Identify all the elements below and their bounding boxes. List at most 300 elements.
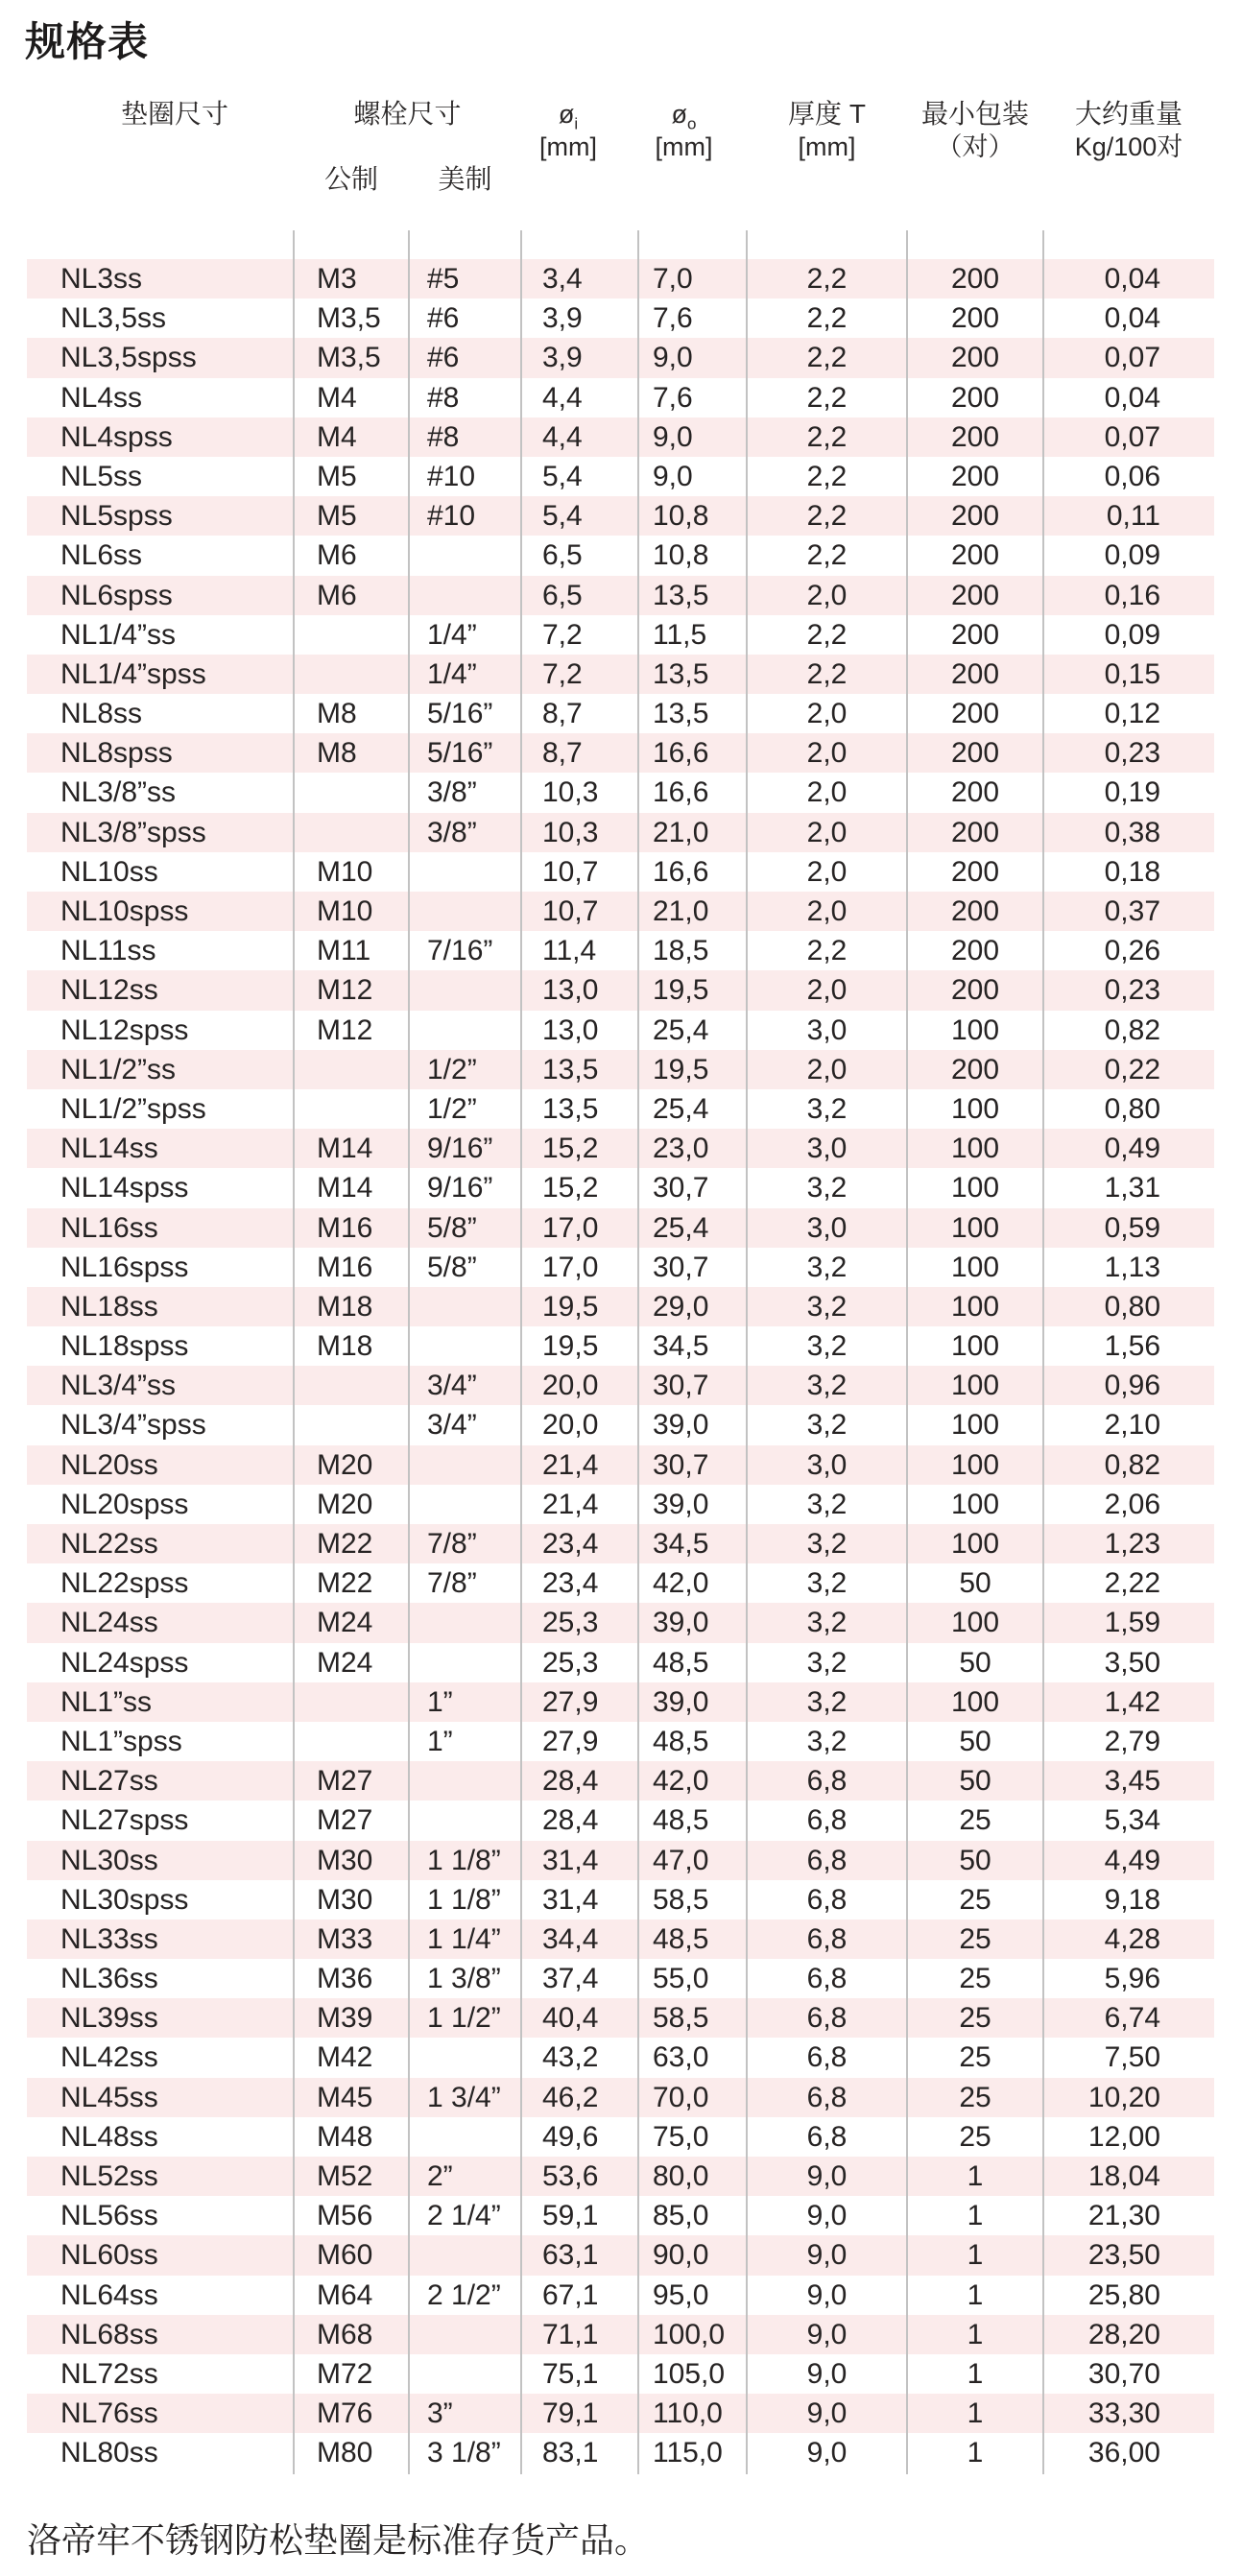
- cell-thickness: 2,2: [806, 539, 848, 572]
- cell-us-bolt-size: 9/16”: [427, 1133, 493, 1165]
- cell-us-bolt-size: 7/8”: [427, 1528, 477, 1560]
- cell-metric-bolt-size: M8: [317, 737, 357, 770]
- cell-washer-size: NL1/4”spss: [60, 657, 206, 690]
- table-row: [27, 496, 1214, 536]
- cell-approx-weight: 0,07: [1104, 420, 1160, 453]
- cell-us-bolt-size: [409, 536, 521, 575]
- cell-min-package: 200: [950, 539, 1000, 572]
- cell-us-bolt-size: 2”: [427, 2160, 453, 2192]
- cell-min-package: 50: [959, 1725, 991, 1757]
- cell-approx-weight: 3,50: [1104, 1646, 1160, 1679]
- table-row: [27, 259, 1214, 298]
- cell-us-bolt-size: [409, 892, 521, 931]
- cell-us-bolt-size: [409, 1326, 521, 1366]
- cell-inner-diameter: 17,0: [542, 1251, 599, 1283]
- cell-washer-size: NL1/2”ss: [60, 1053, 177, 1085]
- cell-washer-size: NL22ss: [60, 1528, 158, 1560]
- cell-outer-diameter: 9,0: [653, 420, 693, 453]
- table-row: [27, 892, 1214, 931]
- cell-metric-bolt-size: M20: [317, 1488, 373, 1520]
- cell-washer-size: NL80ss: [60, 2437, 158, 2469]
- cell-approx-weight: 0,59: [1104, 1211, 1160, 1244]
- cell-min-package: 200: [950, 500, 1000, 533]
- cell-outer-diameter: 48,5: [653, 1725, 709, 1757]
- cell-outer-diameter: 11,5: [653, 618, 707, 651]
- cell-thickness: 2,2: [806, 263, 848, 295]
- cell-outer-diameter: 30,7: [653, 1172, 709, 1205]
- cell-min-package: 100: [950, 1528, 1000, 1560]
- cell-thickness: 6,8: [806, 1963, 848, 1995]
- cell-outer-diameter: 80,0: [653, 2160, 709, 2192]
- cell-metric-bolt-size: M56: [317, 2200, 373, 2232]
- table-row: [27, 2276, 1214, 2315]
- cell-inner-diameter: 59,1: [542, 2200, 599, 2232]
- cell-us-bolt-size: 1 1/8”: [427, 1883, 501, 1916]
- cell-approx-weight: 0,19: [1104, 776, 1160, 809]
- cell-approx-weight: 0,06: [1104, 460, 1160, 492]
- cell-metric-bolt-size: M22: [317, 1528, 373, 1560]
- cell-us-bolt-size: [409, 2117, 521, 2157]
- cell-inner-diameter: 13,5: [542, 1053, 599, 1085]
- cell-us-bolt-size: 1/2”: [427, 1092, 477, 1125]
- cell-approx-weight: 0,82: [1104, 1448, 1160, 1481]
- cell-inner-diameter: 28,4: [542, 1765, 599, 1798]
- table-row: [27, 1089, 1214, 1129]
- cell-outer-diameter: 55,0: [653, 1963, 709, 1995]
- cell-us-bolt-size: [409, 1643, 521, 1682]
- cell-us-bolt-size: [409, 576, 521, 615]
- cell-min-package: 1: [967, 2278, 984, 2311]
- cell-approx-weight: 12,00: [1087, 2120, 1160, 2153]
- cell-inner-diameter: 15,2: [542, 1133, 599, 1165]
- cell-washer-size: NL24ss: [60, 1607, 158, 1639]
- cell-inner-diameter: 5,4: [542, 460, 583, 492]
- cell-us-bolt-size: #8: [427, 381, 460, 414]
- cell-approx-weight: 9,18: [1104, 1883, 1160, 1916]
- cell-thickness: 3,2: [806, 1567, 848, 1600]
- table-row: [27, 1563, 1214, 1603]
- cell-washer-size: NL48ss: [60, 2120, 158, 2153]
- cell-washer-size: NL3ss: [60, 263, 143, 295]
- cell-metric-bolt-size: M76: [317, 2397, 373, 2430]
- col-subheader-metric: 公制: [323, 164, 378, 194]
- cell-inner-diameter: 5,4: [542, 500, 583, 533]
- cell-inner-diameter: 28,4: [542, 1804, 599, 1837]
- cell-thickness: 2,0: [806, 1053, 848, 1085]
- cell-thickness: 2,0: [806, 737, 848, 770]
- cell-min-package: 25: [959, 2041, 991, 2074]
- cell-inner-diameter: 13,0: [542, 1014, 599, 1046]
- cell-metric-bolt-size: M14: [317, 1133, 373, 1165]
- cell-approx-weight: 0,80: [1104, 1290, 1160, 1323]
- cell-washer-size: NL20spss: [60, 1488, 189, 1520]
- cell-metric-bolt-size: M27: [317, 1765, 373, 1798]
- cell-min-package: 200: [950, 618, 1000, 651]
- cell-thickness: 2,0: [806, 974, 848, 1007]
- cell-approx-weight: 0,23: [1104, 974, 1160, 1007]
- cell-inner-diameter: 21,4: [542, 1448, 599, 1481]
- cell-approx-weight: 5,34: [1104, 1804, 1160, 1837]
- cell-us-bolt-size: 2 1/2”: [427, 2278, 501, 2311]
- table-row: [27, 1445, 1214, 1485]
- cell-metric-bolt-size: M3,5: [317, 342, 381, 374]
- cell-approx-weight: 30,70: [1087, 2357, 1160, 2390]
- cell-thickness: 3,2: [806, 1607, 848, 1639]
- cell-outer-diameter: 21,0: [653, 895, 709, 927]
- cell-min-package: 1: [967, 2397, 984, 2430]
- cell-outer-diameter: 100,0: [653, 2318, 726, 2350]
- cell-inner-diameter: 83,1: [542, 2437, 599, 2469]
- cell-outer-diameter: 110,0: [653, 2397, 723, 2430]
- cell-min-package: 25: [959, 1804, 991, 1837]
- cell-outer-diameter: 39,0: [653, 1685, 709, 1718]
- table-row: [27, 1524, 1214, 1563]
- column-divider: [906, 230, 908, 2474]
- table-row: [27, 1959, 1214, 1998]
- cell-thickness: 2,2: [806, 500, 848, 533]
- cell-thickness: 9,0: [806, 2278, 848, 2311]
- cell-washer-size: NL30ss: [60, 1844, 158, 1876]
- cell-approx-weight: 23,50: [1087, 2239, 1160, 2272]
- cell-min-package: 200: [950, 974, 1000, 1007]
- col-header-thickness-unit: [mm]: [798, 132, 856, 161]
- table-row: [27, 773, 1214, 812]
- cell-outer-diameter: 39,0: [653, 1409, 709, 1442]
- cell-washer-size: NL4ss: [60, 381, 143, 414]
- cell-thickness: 2,2: [806, 381, 848, 414]
- cell-us-bolt-size: [409, 2315, 521, 2354]
- cell-min-package: 50: [959, 1844, 991, 1876]
- cell-min-package: 1: [967, 2200, 984, 2232]
- cell-min-package: 1: [967, 2357, 984, 2390]
- table-row: [27, 1722, 1214, 1761]
- table-row: [27, 1682, 1214, 1722]
- cell-thickness: 3,2: [806, 1172, 848, 1205]
- table-row: [27, 2038, 1214, 2077]
- cell-approx-weight: 4,49: [1104, 1844, 1160, 1876]
- cell-approx-weight: 36,00: [1087, 2437, 1160, 2469]
- cell-min-package: 100: [950, 1014, 1000, 1046]
- diameter-symbol: ø: [558, 100, 575, 129]
- table-row: [27, 655, 1214, 694]
- table-row: [27, 1485, 1214, 1524]
- cell-approx-weight: 0,11: [1106, 500, 1160, 533]
- cell-outer-diameter: 48,5: [653, 1922, 709, 1955]
- cell-inner-diameter: 71,1: [542, 2318, 599, 2350]
- cell-us-bolt-size: #10: [427, 460, 476, 492]
- cell-us-bolt-size: 5/16”: [427, 698, 493, 730]
- cell-thickness: 2,0: [806, 776, 848, 809]
- table-row: [27, 1920, 1214, 1959]
- col-header-thickness: 厚度 T: [788, 99, 866, 129]
- cell-inner-diameter: 20,0: [542, 1409, 599, 1442]
- cell-approx-weight: 0,16: [1104, 579, 1160, 611]
- cell-inner-diameter: 49,6: [542, 2120, 599, 2153]
- cell-outer-diameter: 19,5: [653, 974, 709, 1007]
- cell-thickness: 6,8: [806, 2081, 848, 2113]
- cell-approx-weight: 1,59: [1104, 1607, 1160, 1639]
- cell-washer-size: NL3/8”ss: [60, 776, 177, 809]
- footer-note: 洛帝牢不锈钢防松垫圈是标准存货产品。: [27, 2520, 650, 2560]
- cell-us-bolt-size: [409, 2038, 521, 2077]
- cell-min-package: 25: [959, 2002, 991, 2035]
- cell-approx-weight: 21,30: [1087, 2200, 1160, 2232]
- col-subheader-us: 美制: [438, 164, 492, 194]
- cell-us-bolt-size: 7/16”: [427, 935, 493, 967]
- cell-washer-size: NL8spss: [60, 737, 173, 770]
- cell-metric-bolt-size: [294, 1405, 409, 1444]
- cell-washer-size: NL12spss: [60, 1014, 189, 1046]
- cell-inner-diameter: 37,4: [542, 1963, 599, 1995]
- cell-us-bolt-size: 5/8”: [427, 1251, 477, 1283]
- cell-us-bolt-size: #6: [427, 302, 460, 335]
- cell-min-package: 25: [959, 2081, 991, 2113]
- table-row: [27, 1603, 1214, 1642]
- table-row: [27, 2315, 1214, 2354]
- cell-metric-bolt-size: M33: [317, 1922, 373, 1955]
- cell-min-package: 200: [950, 776, 1000, 809]
- cell-thickness: 6,8: [806, 1883, 848, 1916]
- cell-us-bolt-size: 3/4”: [427, 1409, 477, 1442]
- cell-min-package: 200: [950, 816, 1000, 848]
- cell-metric-bolt-size: M18: [317, 1290, 373, 1323]
- cell-us-bolt-size: [409, 2235, 521, 2275]
- cell-approx-weight: 3,45: [1104, 1765, 1160, 1798]
- cell-approx-weight: 0,80: [1104, 1092, 1160, 1125]
- cell-min-package: 200: [950, 460, 1000, 492]
- table-row: [27, 931, 1214, 970]
- table-row: [27, 2078, 1214, 2117]
- cell-washer-size: NL5spss: [60, 500, 173, 533]
- cell-min-package: 200: [950, 657, 1000, 690]
- cell-outer-diameter: 39,0: [653, 1607, 709, 1639]
- cell-us-bolt-size: #8: [427, 420, 460, 453]
- cell-us-bolt-size: 1 3/8”: [427, 1963, 501, 1995]
- cell-metric-bolt-size: M11: [317, 935, 371, 967]
- cell-min-package: 100: [950, 1251, 1000, 1283]
- cell-approx-weight: 0,49: [1104, 1133, 1160, 1165]
- cell-washer-size: NL14spss: [60, 1172, 189, 1205]
- cell-outer-diameter: 19,5: [653, 1053, 709, 1085]
- cell-approx-weight: 10,20: [1087, 2081, 1160, 2113]
- cell-approx-weight: 25,80: [1087, 2278, 1160, 2311]
- cell-approx-weight: 1,31: [1104, 1172, 1160, 1205]
- cell-outer-diameter: 70,0: [653, 2081, 709, 2113]
- col-header-outer-diameter-unit: [mm]: [655, 132, 713, 161]
- cell-outer-diameter: 105,0: [653, 2357, 726, 2390]
- cell-approx-weight: 0,38: [1104, 816, 1160, 848]
- cell-metric-bolt-size: M6: [317, 539, 357, 572]
- cell-min-package: 25: [959, 1883, 991, 1916]
- cell-inner-diameter: 8,7: [542, 737, 583, 770]
- cell-approx-weight: 18,04: [1087, 2160, 1160, 2192]
- cell-inner-diameter: 3,9: [542, 342, 583, 374]
- cell-min-package: 100: [950, 1330, 1000, 1363]
- cell-approx-weight: 7,50: [1104, 2041, 1160, 2074]
- cell-inner-diameter: 6,5: [542, 579, 583, 611]
- cell-outer-diameter: 7,6: [653, 302, 693, 335]
- cell-metric-bolt-size: M12: [317, 1014, 373, 1046]
- table-row: [27, 1841, 1214, 1880]
- cell-min-package: 100: [950, 1290, 1000, 1323]
- cell-outer-diameter: 30,7: [653, 1370, 709, 1402]
- cell-outer-diameter: 42,0: [653, 1765, 709, 1798]
- cell-min-package: 200: [950, 302, 1000, 335]
- cell-approx-weight: 2,10: [1104, 1409, 1160, 1442]
- table-row: [27, 417, 1214, 457]
- cell-outer-diameter: 25,4: [653, 1014, 709, 1046]
- cell-us-bolt-size: [409, 2354, 521, 2394]
- cell-approx-weight: 1,13: [1104, 1251, 1160, 1283]
- cell-outer-diameter: 9,0: [653, 342, 693, 374]
- cell-metric-bolt-size: [294, 655, 409, 694]
- cell-outer-diameter: 30,7: [653, 1251, 709, 1283]
- cell-metric-bolt-size: M72: [317, 2357, 373, 2390]
- cell-us-bolt-size: 1 1/8”: [427, 1844, 501, 1876]
- cell-us-bolt-size: [409, 970, 521, 1010]
- cell-metric-bolt-size: [294, 773, 409, 812]
- cell-metric-bolt-size: M45: [317, 2081, 373, 2113]
- cell-metric-bolt-size: [294, 1722, 409, 1761]
- cell-approx-weight: 2,22: [1104, 1567, 1160, 1600]
- table-row: [27, 2235, 1214, 2275]
- table-row: [27, 1248, 1214, 1287]
- cell-us-bolt-size: 5/16”: [427, 737, 493, 770]
- cell-us-bolt-size: [409, 852, 521, 892]
- cell-us-bolt-size: 1”: [427, 1725, 453, 1757]
- column-divider: [408, 230, 410, 2474]
- cell-inner-diameter: 13,0: [542, 974, 599, 1007]
- cell-inner-diameter: 3,4: [542, 263, 583, 295]
- table-row: [27, 1168, 1214, 1207]
- cell-min-package: 25: [959, 1922, 991, 1955]
- cell-inner-diameter: 23,4: [542, 1567, 599, 1600]
- table-row: [27, 2394, 1214, 2433]
- cell-thickness: 6,8: [806, 1922, 848, 1955]
- cell-approx-weight: 2,06: [1104, 1488, 1160, 1520]
- cell-metric-bolt-size: M39: [317, 2002, 373, 2035]
- table-row: [27, 1761, 1214, 1801]
- cell-min-package: 100: [950, 1211, 1000, 1244]
- cell-outer-diameter: 18,5: [653, 935, 709, 967]
- cell-min-package: 100: [950, 1092, 1000, 1125]
- cell-min-package: 25: [959, 2120, 991, 2153]
- table-row: [27, 338, 1214, 377]
- cell-thickness: 9,0: [806, 2357, 848, 2390]
- cell-inner-diameter: 34,4: [542, 1922, 599, 1955]
- cell-outer-diameter: 25,4: [653, 1211, 709, 1244]
- cell-us-bolt-size: 3/4”: [427, 1370, 477, 1402]
- col-header-inner-diameter: [510, 98, 627, 131]
- cell-thickness: 6,8: [806, 1765, 848, 1798]
- cell-inner-diameter: 4,4: [542, 381, 583, 414]
- cell-us-bolt-size: [409, 1761, 521, 1801]
- cell-min-package: 200: [950, 381, 1000, 414]
- cell-min-package: 100: [950, 1607, 1000, 1639]
- cell-us-bolt-size: 2 1/4”: [427, 2200, 501, 2232]
- cell-us-bolt-size: 1/4”: [427, 618, 477, 651]
- cell-metric-bolt-size: [294, 1089, 409, 1129]
- cell-inner-diameter: 19,5: [542, 1330, 599, 1363]
- cell-approx-weight: 5,96: [1104, 1963, 1160, 1995]
- cell-us-bolt-size: 7/8”: [427, 1567, 477, 1600]
- col-header-outer-diameter: [630, 98, 738, 131]
- cell-approx-weight: 0,82: [1104, 1014, 1160, 1046]
- cell-outer-diameter: 29,0: [653, 1290, 709, 1323]
- cell-us-bolt-size: #5: [427, 263, 460, 295]
- cell-metric-bolt-size: M22: [317, 1567, 373, 1600]
- cell-washer-size: NL11ss: [60, 935, 156, 967]
- cell-outer-diameter: 13,5: [653, 657, 709, 690]
- column-divider: [1042, 230, 1044, 2474]
- cell-min-package: 1: [967, 2160, 984, 2192]
- cell-metric-bolt-size: M30: [317, 1883, 373, 1916]
- cell-outer-diameter: 10,8: [653, 539, 709, 572]
- cell-outer-diameter: 13,5: [653, 698, 709, 730]
- cell-washer-size: NL36ss: [60, 1963, 158, 1995]
- cell-inner-diameter: 4,4: [542, 420, 583, 453]
- cell-outer-diameter: 9,0: [653, 460, 693, 492]
- table-row: [27, 970, 1214, 1010]
- cell-min-package: 25: [959, 1963, 991, 1995]
- cell-approx-weight: 1,56: [1104, 1330, 1160, 1363]
- cell-washer-size: NL3/4”spss: [60, 1409, 206, 1442]
- cell-min-package: 100: [950, 1409, 1000, 1442]
- cell-thickness: 9,0: [806, 2397, 848, 2430]
- cell-washer-size: NL10ss: [60, 855, 158, 888]
- cell-outer-diameter: 10,8: [653, 500, 709, 533]
- cell-us-bolt-size: 3 1/8”: [427, 2437, 501, 2469]
- table-row: [27, 1326, 1214, 1366]
- cell-us-bolt-size: 3/8”: [427, 816, 477, 848]
- cell-min-package: 50: [959, 1765, 991, 1798]
- cell-inner-diameter: 10,7: [542, 855, 599, 888]
- cell-us-bolt-size: 1 1/4”: [427, 1922, 501, 1955]
- cell-approx-weight: 6,74: [1104, 2002, 1160, 2035]
- cell-us-bolt-size: 1 1/2”: [427, 2002, 501, 2035]
- cell-metric-bolt-size: M42: [317, 2041, 373, 2074]
- column-divider: [637, 230, 639, 2474]
- table-row: [27, 1643, 1214, 1682]
- col-header-min-package-unit: （对）: [936, 132, 1015, 161]
- cell-thickness: 3,0: [806, 1211, 848, 1244]
- cell-washer-size: NL1/2”spss: [60, 1092, 206, 1125]
- cell-us-bolt-size: 1 3/4”: [427, 2081, 501, 2113]
- cell-thickness: 9,0: [806, 2437, 848, 2469]
- table-row: [27, 2117, 1214, 2157]
- cell-min-package: 50: [959, 1567, 991, 1600]
- cell-thickness: 2,2: [806, 618, 848, 651]
- cell-washer-size: NL3/8”spss: [60, 816, 206, 848]
- cell-approx-weight: 0,04: [1104, 302, 1160, 335]
- cell-inner-diameter: 15,2: [542, 1172, 599, 1205]
- cell-washer-size: NL39ss: [60, 2002, 158, 2035]
- cell-thickness: 6,8: [806, 2120, 848, 2153]
- cell-metric-bolt-size: [294, 1682, 409, 1722]
- cell-metric-bolt-size: M8: [317, 698, 357, 730]
- cell-washer-size: NL45ss: [60, 2081, 158, 2113]
- cell-metric-bolt-size: M4: [317, 420, 357, 453]
- cell-outer-diameter: 95,0: [653, 2278, 709, 2311]
- cell-washer-size: NL14ss: [60, 1133, 158, 1165]
- cell-washer-size: NL24spss: [60, 1646, 189, 1679]
- cell-inner-diameter: 10,3: [542, 816, 599, 848]
- cell-approx-weight: 0,12: [1104, 698, 1160, 730]
- cell-metric-bolt-size: M16: [317, 1211, 373, 1244]
- cell-thickness: 6,8: [806, 1844, 848, 1876]
- cell-outer-diameter: 16,6: [653, 776, 709, 809]
- cell-approx-weight: 0,04: [1104, 263, 1160, 295]
